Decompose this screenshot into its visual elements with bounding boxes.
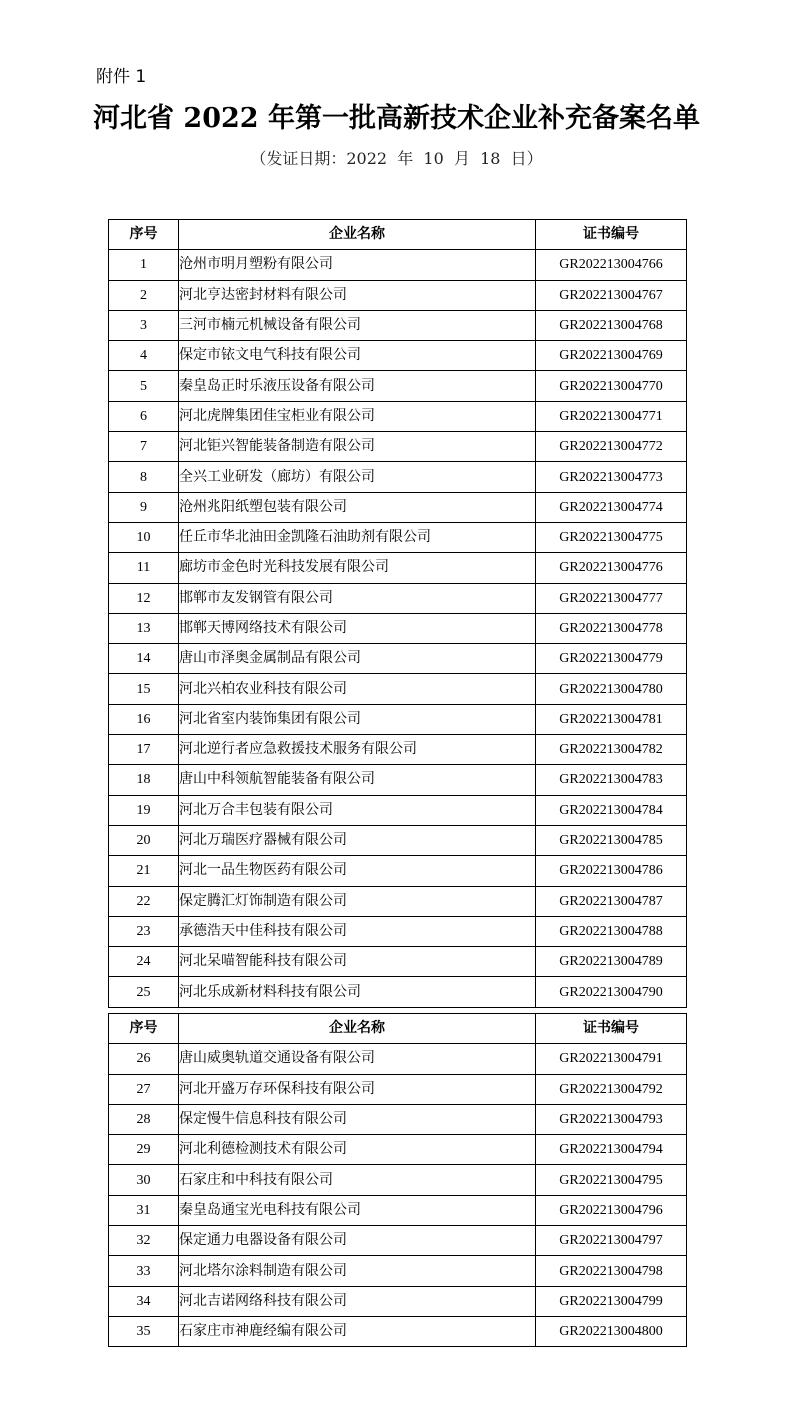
seq-cell: 33 — [109, 1256, 179, 1286]
certificate-number-cell: GR202213004770 — [536, 371, 687, 401]
seq-cell: 7 — [109, 432, 179, 462]
seq-cell: 31 — [109, 1195, 179, 1225]
seq-cell: 15 — [109, 674, 179, 704]
certificate-number-cell: GR202213004785 — [536, 825, 687, 855]
table-row — [109, 916, 687, 946]
certificate-number-cell: GR202213004784 — [536, 795, 687, 825]
seq-cell: 10 — [109, 522, 179, 552]
table-row — [109, 1104, 687, 1134]
enterprise-name-cell: 石家庄市神鹿经编有限公司 — [179, 1316, 536, 1346]
table-row — [109, 1286, 687, 1316]
enterprise-name-cell: 河北塔尔涂料制造有限公司 — [179, 1256, 536, 1286]
table-row — [109, 1195, 687, 1225]
enterprise-name-cell: 廊坊市金色时光科技发展有限公司 — [179, 553, 536, 583]
enterprise-name-cell: 河北万瑞医疗器械有限公司 — [179, 825, 536, 855]
certificate-number-cell: GR202213004797 — [536, 1226, 687, 1256]
certificate-number-cell: GR202213004769 — [536, 341, 687, 371]
enterprise-name-cell: 三河市楠元机械设备有限公司 — [179, 310, 536, 340]
seq-cell: 3 — [109, 310, 179, 340]
seq-cell: 34 — [109, 1286, 179, 1316]
certificate-number-cell: GR202213004792 — [536, 1074, 687, 1104]
seq-cell: 20 — [109, 825, 179, 855]
enterprise-name-cell: 河北吉诺网络科技有限公司 — [179, 1286, 536, 1316]
seq-cell: 26 — [109, 1044, 179, 1074]
table-row — [109, 401, 687, 431]
seq-cell: 23 — [109, 916, 179, 946]
certificate-number-cell: GR202213004771 — [536, 401, 687, 431]
certificate-number-cell: GR202213004794 — [536, 1135, 687, 1165]
enterprise-name-cell: 河北一品生物医药有限公司 — [179, 856, 536, 886]
enterprise-name-cell: 保定慢牛信息科技有限公司 — [179, 1104, 536, 1134]
certificate-number-cell: GR202213004778 — [536, 613, 687, 643]
table-row — [109, 795, 687, 825]
table-row — [109, 644, 687, 674]
table-row — [109, 1165, 687, 1195]
table-row — [109, 1226, 687, 1256]
seq-cell: 18 — [109, 765, 179, 795]
enterprise-name-cell: 河北呆喵智能科技有限公司 — [179, 947, 536, 977]
seq-cell: 9 — [109, 492, 179, 522]
seq-cell: 32 — [109, 1226, 179, 1256]
certificate-number-cell: GR202213004798 — [536, 1256, 687, 1286]
table-row — [109, 1135, 687, 1165]
seq-cell: 16 — [109, 704, 179, 734]
table-header-row — [109, 1014, 687, 1044]
table-row — [109, 704, 687, 734]
seq-cell: 21 — [109, 856, 179, 886]
certificate-number-cell: GR202213004775 — [536, 522, 687, 552]
enterprise-table-part-1 — [108, 219, 687, 1008]
seq-cell: 25 — [109, 977, 179, 1007]
seq-cell: 28 — [109, 1104, 179, 1134]
enterprise-name-cell: 河北利德检测技术有限公司 — [179, 1135, 536, 1165]
enterprise-name-cell: 邯郸市友发钢管有限公司 — [179, 583, 536, 613]
enterprise-name-cell: 秦皇岛正时乐液压设备有限公司 — [179, 371, 536, 401]
table-row — [109, 947, 687, 977]
enterprise-name-cell: 邯郸天博网络技术有限公司 — [179, 613, 536, 643]
attachment-label: 附件 1 — [96, 67, 147, 87]
enterprise-name-cell: 唐山市泽奥金属制品有限公司 — [179, 644, 536, 674]
certificate-number-cell: GR202213004787 — [536, 886, 687, 916]
enterprise-name-cell: 任丘市华北油田金凯隆石油助剂有限公司 — [179, 522, 536, 552]
column-header-seq: 序号 — [109, 220, 179, 250]
certificate-number-cell: GR202213004768 — [536, 310, 687, 340]
table-row — [109, 341, 687, 371]
seq-cell: 11 — [109, 553, 179, 583]
table-row — [109, 250, 687, 280]
certificate-number-cell: GR202213004791 — [536, 1044, 687, 1074]
certificate-number-cell: GR202213004772 — [536, 432, 687, 462]
certificate-number-cell: GR202213004777 — [536, 583, 687, 613]
table-row — [109, 522, 687, 552]
table-header-row — [109, 220, 687, 250]
column-header-cert: 证书编号 — [536, 1014, 687, 1044]
enterprise-name-cell: 沧州兆阳纸塑包装有限公司 — [179, 492, 536, 522]
enterprise-name-cell: 沧州市明月塑粉有限公司 — [179, 250, 536, 280]
certificate-number-cell: GR202213004780 — [536, 674, 687, 704]
enterprise-table-part-2 — [108, 1013, 687, 1347]
table-row — [109, 856, 687, 886]
enterprise-name-cell: 唐山中科领航智能装备有限公司 — [179, 765, 536, 795]
column-header-name: 企业名称 — [179, 220, 536, 250]
enterprise-name-cell: 全兴工业研发（廊坊）有限公司 — [179, 462, 536, 492]
issue-date-subtitle: （发证日期：2022 年 10 月 18 日） — [250, 149, 543, 168]
seq-cell: 1 — [109, 250, 179, 280]
certificate-number-cell: GR202213004795 — [536, 1165, 687, 1195]
seq-cell: 27 — [109, 1074, 179, 1104]
certificate-number-cell: GR202213004786 — [536, 856, 687, 886]
certificate-number-cell: GR202213004779 — [536, 644, 687, 674]
column-header-name: 企业名称 — [179, 1014, 536, 1044]
table-row — [109, 1044, 687, 1074]
table-row — [109, 674, 687, 704]
seq-cell: 2 — [109, 280, 179, 310]
table-row — [109, 825, 687, 855]
certificate-number-cell: GR202213004782 — [536, 735, 687, 765]
certificate-number-cell: GR202213004776 — [536, 553, 687, 583]
enterprise-name-cell: 河北兴柏农业科技有限公司 — [179, 674, 536, 704]
enterprise-name-cell: 河北万合丰包装有限公司 — [179, 795, 536, 825]
table-row — [109, 1256, 687, 1286]
table-row — [109, 977, 687, 1007]
enterprise-name-cell: 承德浩天中佳科技有限公司 — [179, 916, 536, 946]
certificate-number-cell: GR202213004773 — [536, 462, 687, 492]
certificate-number-cell: GR202213004796 — [536, 1195, 687, 1225]
table-row — [109, 371, 687, 401]
enterprise-name-cell: 河北虎牌集团佳宝柜业有限公司 — [179, 401, 536, 431]
enterprise-name-cell: 石家庄和中科技有限公司 — [179, 1165, 536, 1195]
seq-cell: 13 — [109, 613, 179, 643]
table-row — [109, 553, 687, 583]
certificate-number-cell: GR202213004767 — [536, 280, 687, 310]
enterprise-name-cell: 唐山威奥轨道交通设备有限公司 — [179, 1044, 536, 1074]
seq-cell: 14 — [109, 644, 179, 674]
table-row — [109, 735, 687, 765]
certificate-number-cell: GR202213004781 — [536, 704, 687, 734]
enterprise-name-cell: 保定通力电器设备有限公司 — [179, 1226, 536, 1256]
seq-cell: 35 — [109, 1316, 179, 1346]
table-row — [109, 310, 687, 340]
enterprise-name-cell: 河北乐成新材料科技有限公司 — [179, 977, 536, 1007]
table-row — [109, 613, 687, 643]
table-row — [109, 492, 687, 522]
enterprise-name-cell: 河北钜兴智能装备制造有限公司 — [179, 432, 536, 462]
enterprise-name-cell: 保定市铱文电气科技有限公司 — [179, 341, 536, 371]
seq-cell: 12 — [109, 583, 179, 613]
certificate-number-cell: GR202213004774 — [536, 492, 687, 522]
enterprise-name-cell: 秦皇岛通宝光电科技有限公司 — [179, 1195, 536, 1225]
seq-cell: 4 — [109, 341, 179, 371]
table-row — [109, 432, 687, 462]
certificate-number-cell: GR202213004799 — [536, 1286, 687, 1316]
seq-cell: 24 — [109, 947, 179, 977]
seq-cell: 8 — [109, 462, 179, 492]
certificate-number-cell: GR202213004788 — [536, 916, 687, 946]
certificate-number-cell: GR202213004766 — [536, 250, 687, 280]
document-title: 河北省 2022 年第一批高新技术企业补充备案名单 — [93, 103, 700, 134]
seq-cell: 6 — [109, 401, 179, 431]
table-row — [109, 462, 687, 492]
table-row — [109, 583, 687, 613]
enterprise-name-cell: 河北省室内装饰集团有限公司 — [179, 704, 536, 734]
table-row — [109, 1074, 687, 1104]
seq-cell: 17 — [109, 735, 179, 765]
column-header-cert: 证书编号 — [536, 220, 687, 250]
enterprise-name-cell: 河北开盛万存环保科技有限公司 — [179, 1074, 536, 1104]
certificate-number-cell: GR202213004790 — [536, 977, 687, 1007]
certificate-number-cell: GR202213004789 — [536, 947, 687, 977]
enterprise-name-cell: 河北亨达密封材料有限公司 — [179, 280, 536, 310]
seq-cell: 22 — [109, 886, 179, 916]
certificate-number-cell: GR202213004800 — [536, 1316, 687, 1346]
table-row — [109, 886, 687, 916]
table-row — [109, 280, 687, 310]
table-row — [109, 1316, 687, 1346]
column-header-seq: 序号 — [109, 1014, 179, 1044]
seq-cell: 5 — [109, 371, 179, 401]
certificate-number-cell: GR202213004783 — [536, 765, 687, 795]
enterprise-name-cell: 河北逆行者应急救援技术服务有限公司 — [179, 735, 536, 765]
seq-cell: 19 — [109, 795, 179, 825]
enterprise-name-cell: 保定腾汇灯饰制造有限公司 — [179, 886, 536, 916]
seq-cell: 29 — [109, 1135, 179, 1165]
seq-cell: 30 — [109, 1165, 179, 1195]
table-row — [109, 765, 687, 795]
certificate-number-cell: GR202213004793 — [536, 1104, 687, 1134]
